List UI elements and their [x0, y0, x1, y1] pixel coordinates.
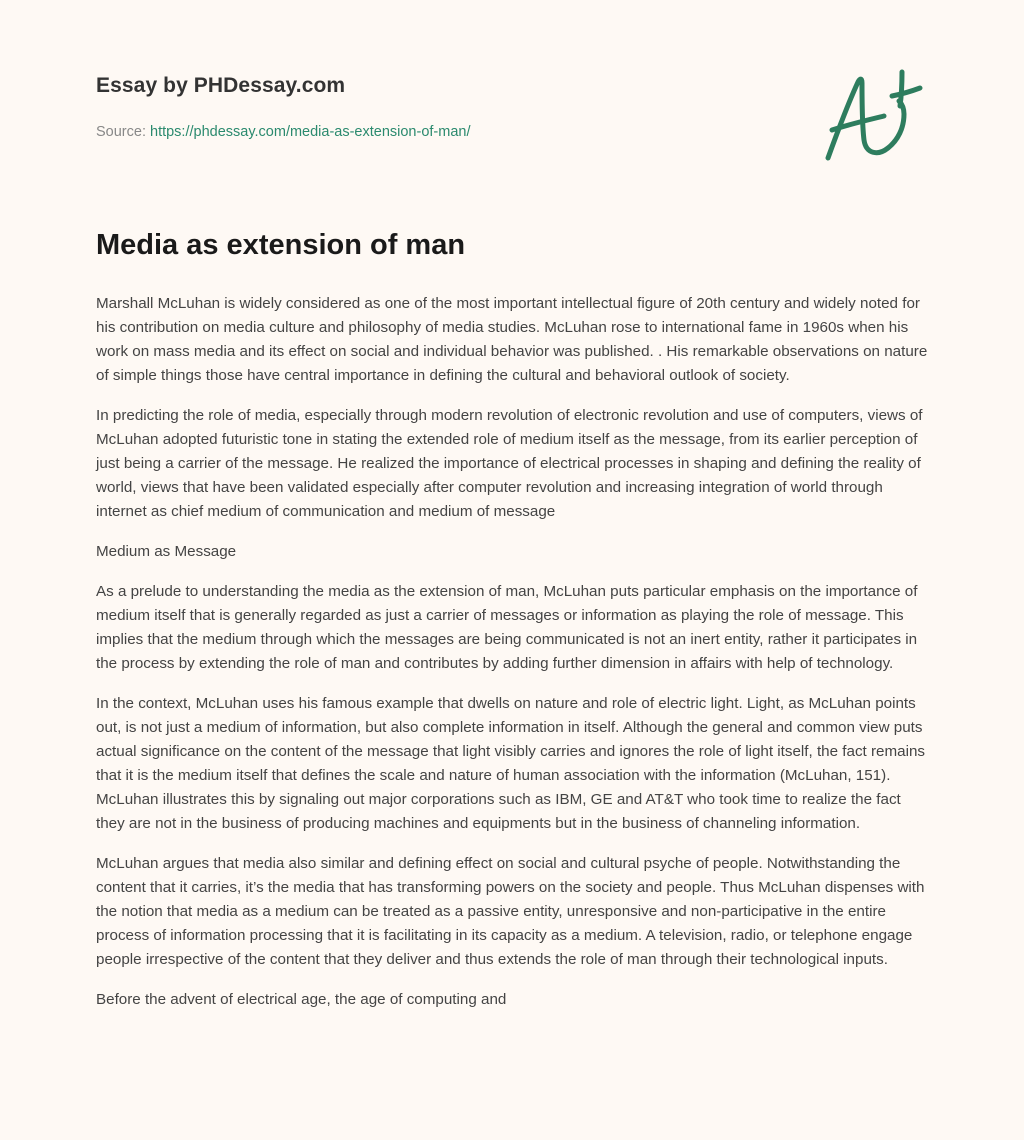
a-plus-grade-icon [822, 66, 932, 166]
article [96, 224, 932, 1028]
section-heading: Medium as Message [96, 543, 237, 560]
source-line [96, 124, 471, 140]
page-title: Media as extension of man [96, 229, 466, 261]
paragraph: In predicting the role of media, especially through modern revolution of electronic revolution and use of computers, views of McLuhan adopted futuristic tone in stating the extended role of medium itself as the message, from its earlier perception of just being a carrier of the message. He realized the importance of electrical processes in shaping and defining the reality of world, views that have been validated especially after computer revolution and increasing integration of world through internet as chief medium of communication and medium of message [96, 407, 923, 520]
paragraph: McLuhan argues that media also similar and defining effect on social and cultural psyche of people. Notwithstanding the content that it carries, it’s the media that has transforming powers on the society and people. Thus McLuhan dispenses with the notion that media as a medium can be treated as a passive entity, unresponsive and non-participative in the entire process of information processing that it is facilitating in its capacity as a medium. A television, radio, or telephone engage people irrespective of the content that they deliver and thus extends the role of man through their technological inputs. [96, 855, 925, 968]
paragraph: Marshall McLuhan is widely considered as one of the most important intellectual figure of 20th century and widely noted for his contribution on media culture and philosophy of media studies. McLuhan rose to international fame in 1960s when his work on mass media and its effect on social and individual behavior was published. . His remarkable observations on nature of simple things those have central importance in defining the cultural and behavioral outlook of society. [96, 295, 928, 384]
source-link[interactable]: https://phdessay.com/media-as-extension-of-man/ [150, 124, 471, 140]
page-header [96, 74, 926, 140]
paragraph: As a prelude to understanding the media as the extension of man, McLuhan puts particular emphasis on the importance of medium itself that is generally regarded as just a carrier of messages or information as playing the role of message. This implies that the medium through which the messages are being communicated is not an inert entity, rather it participates in the process by extending the role of man and contributes by adding further dimension in affairs with help of technology. [96, 583, 918, 672]
site-title: Essay by PHDessay.com [96, 74, 346, 97]
source-label: Source: [96, 124, 150, 140]
paragraph: Before the advent of electrical age, the age of computing and [96, 991, 507, 1008]
paragraph: In the context, McLuhan uses his famous example that dwells on nature and role of electric light. Light, as McLuhan points out, is not just a medium of information, but also complete information in itself. Although the general and common view puts actual significance on the content of the message that light visibly carries and ignores the role of light itself, the fact remains that it is the medium itself that defines the scale and nature of human association with the information (McLuhan, 151). McLuhan illustrates this by signaling out major corporations such as IBM, GE and AT&T who took time to realize the fact they are not in the business of producing machines and equipments but in the business of channeling information. [96, 695, 926, 832]
